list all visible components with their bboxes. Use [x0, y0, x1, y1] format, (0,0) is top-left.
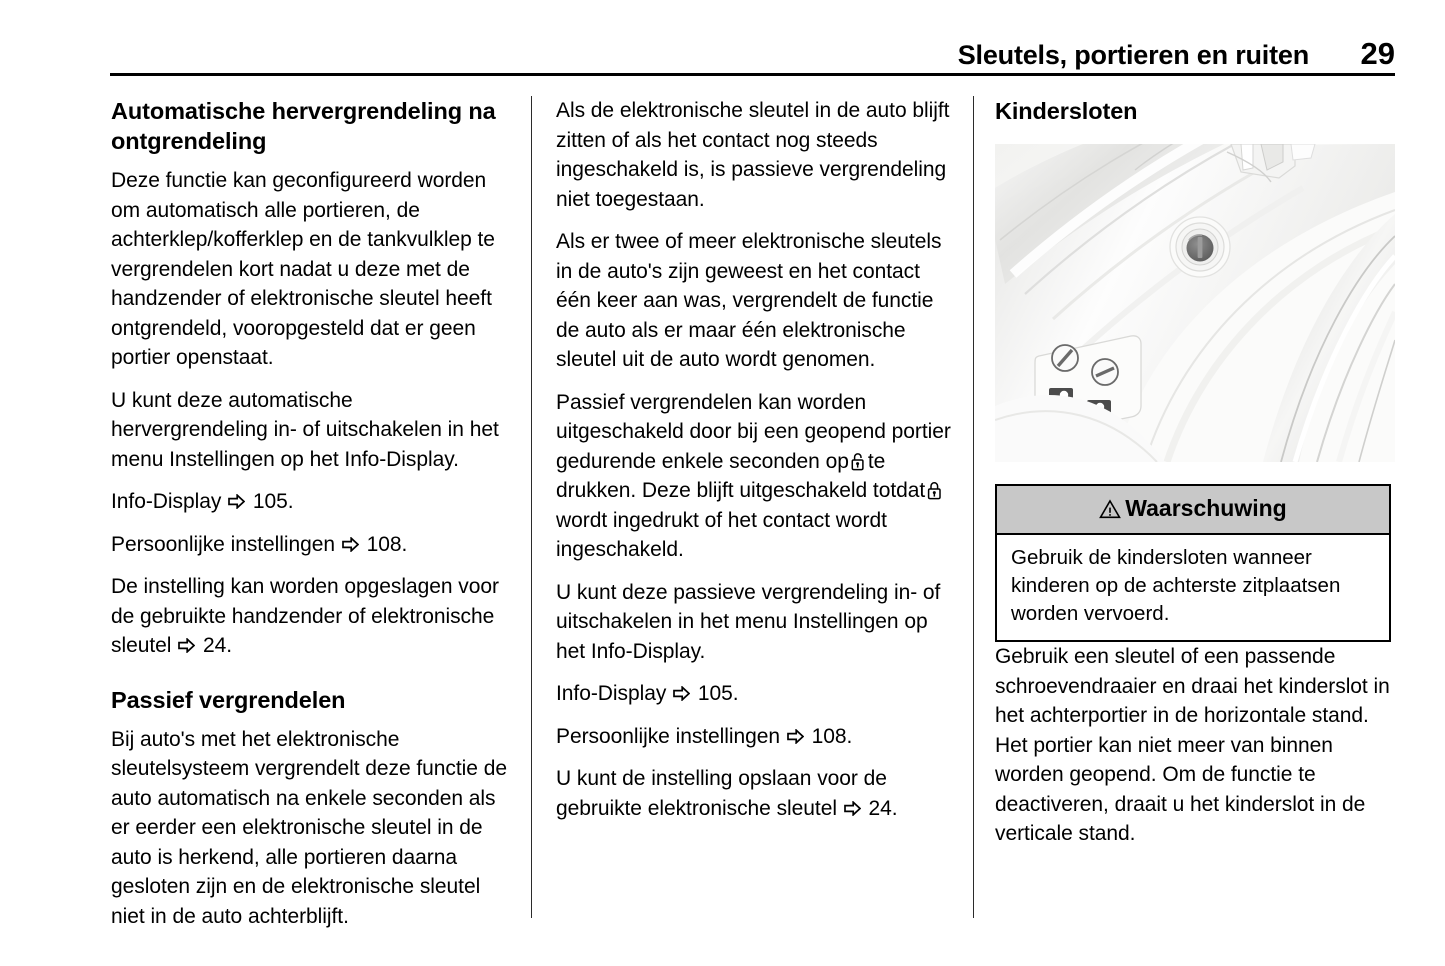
warning-box-text: Gebruik de kindersloten wanneer kinderen op de achterste zitplaatsen worden vervoerd.	[1011, 546, 1341, 625]
page-number: 29	[1360, 36, 1395, 71]
page-reference-personal-settings-2	[556, 722, 954, 752]
paragraph-text-part-1: Passief vergrendelen kan worden uitgeschakeld door bij een geopend portier gedurende enkele seconden op	[556, 390, 951, 473]
warning-box	[995, 484, 1391, 642]
paragraph-passive-locking-toggle: U kunt deze passieve vergrendeling in- of uitschakelen in het menu Instellingen op het Info-Display.	[556, 580, 941, 663]
paragraph-text: De instelling kan worden opgeslagen voor de gebruikte handzender of elektronische sleutel	[111, 575, 499, 657]
reference-page: 24.	[202, 634, 232, 657]
paragraph-setting-saved	[111, 572, 511, 661]
right-arrow-icon	[844, 801, 861, 816]
section-heading-auto-relock: Automatische hervergrendeling na ontgrendeling	[111, 98, 496, 154]
running-head-title: Sleutels, portieren en ruiten	[957, 40, 1309, 70]
page-reference-personal-settings-1	[111, 530, 511, 560]
right-arrow-icon	[787, 729, 804, 744]
lock-icon	[927, 481, 942, 500]
reference-page: 105.	[697, 682, 739, 705]
right-arrow-icon	[342, 537, 359, 552]
reference-page: 108.	[811, 724, 853, 748]
paragraph-save-setting-key	[556, 764, 954, 823]
paragraph-passive-locking-1: Bij auto's met het elektronische sleutelsysteem vergrendelt deze functie de auto automatisch na enkele seconden als er eerder een elektronische sleutel in de auto is herkend, alle portieren daarna gesloten zijn en de elektronische sleutel niet in de auto achterblijft.	[111, 727, 507, 928]
paragraph-text: U kunt de instelling opslaan voor de gebruikte elektronische sleutel	[556, 767, 887, 820]
header-rule	[110, 73, 1395, 76]
column-divider-1	[531, 96, 532, 918]
paragraph-auto-relock-1: Deze functie kan geconfigureerd worden om automatisch alle portieren, de achterklep/kofferklep en de tankvulklep te vergrendelen kort nadat u deze met de handzender of elektronische sleutel heeft ontgrendeld, vooropgesteld dat er geen portier openstaat.	[111, 169, 495, 369]
unlock-icon	[851, 452, 866, 471]
reference-label: Info-Display	[556, 682, 667, 705]
text-column-1	[111, 96, 511, 931]
section-heading-child-locks: Kindersloten	[995, 98, 1138, 124]
paragraph-text-part-3: wordt ingedrukt of het contact wordt ingeschakeld.	[556, 508, 887, 561]
text-column-2	[556, 96, 954, 823]
reference-label: Persoonlijke instellingen	[111, 532, 336, 556]
page-reference-info-display-1	[111, 487, 511, 517]
right-arrow-icon	[673, 686, 690, 701]
reference-label: Persoonlijke instellingen	[556, 724, 781, 748]
warning-triangle-icon	[1099, 499, 1121, 519]
paragraph-auto-relock-2: U kunt deze automatische hervergrendeling in- of uitschakelen in het menu Instellingen op het Info-Display.	[111, 388, 499, 471]
warning-box-title: Waarschuwing	[1125, 495, 1287, 521]
reference-page: 24.	[868, 796, 898, 820]
paragraph-passive-locking-disable	[556, 388, 954, 565]
reference-page: 108.	[366, 532, 408, 556]
child-lock-door-jamb-photo	[995, 144, 1395, 462]
page-reference-info-display-2	[556, 679, 954, 709]
paragraph-child-lock-operation: Gebruik een sleutel of een passende schroevendraaier en draai het kinderslot in het achterportier in de horizontale stand. Het portier kan niet meer van binnen worden geopend. Om de functie te deactiveren, draait u het kinderslot in de verticale stand.	[995, 645, 1390, 845]
text-column-3	[995, 96, 1395, 849]
right-arrow-icon	[178, 638, 195, 653]
paragraph-passive-locking-2: Als de elektronische sleutel in de auto blijft zitten of als het contact nog steeds ingeschakeld is, is passieve vergrendeling niet toegestaan.	[556, 99, 950, 211]
warning-box-header	[997, 486, 1389, 535]
right-arrow-icon	[228, 494, 245, 509]
paragraph-text-part-2: te drukken. Deze blijft uitgeschakeld totdat	[556, 449, 926, 502]
reference-page: 105.	[252, 490, 294, 513]
paragraph-passive-locking-3: Als er twee of meer elektronische sleutels in de auto's zijn geweest en het contact één keer aan was, vergrendelt de functie de auto als er maar één elektronische sleutel uit de auto wordt genomen.	[556, 230, 942, 371]
section-heading-passive-locking: Passief vergrendelen	[111, 686, 346, 713]
reference-label: Info-Display	[111, 490, 222, 513]
column-divider-2	[973, 96, 974, 918]
warning-box-body	[997, 535, 1389, 640]
running-head	[110, 36, 1395, 72]
